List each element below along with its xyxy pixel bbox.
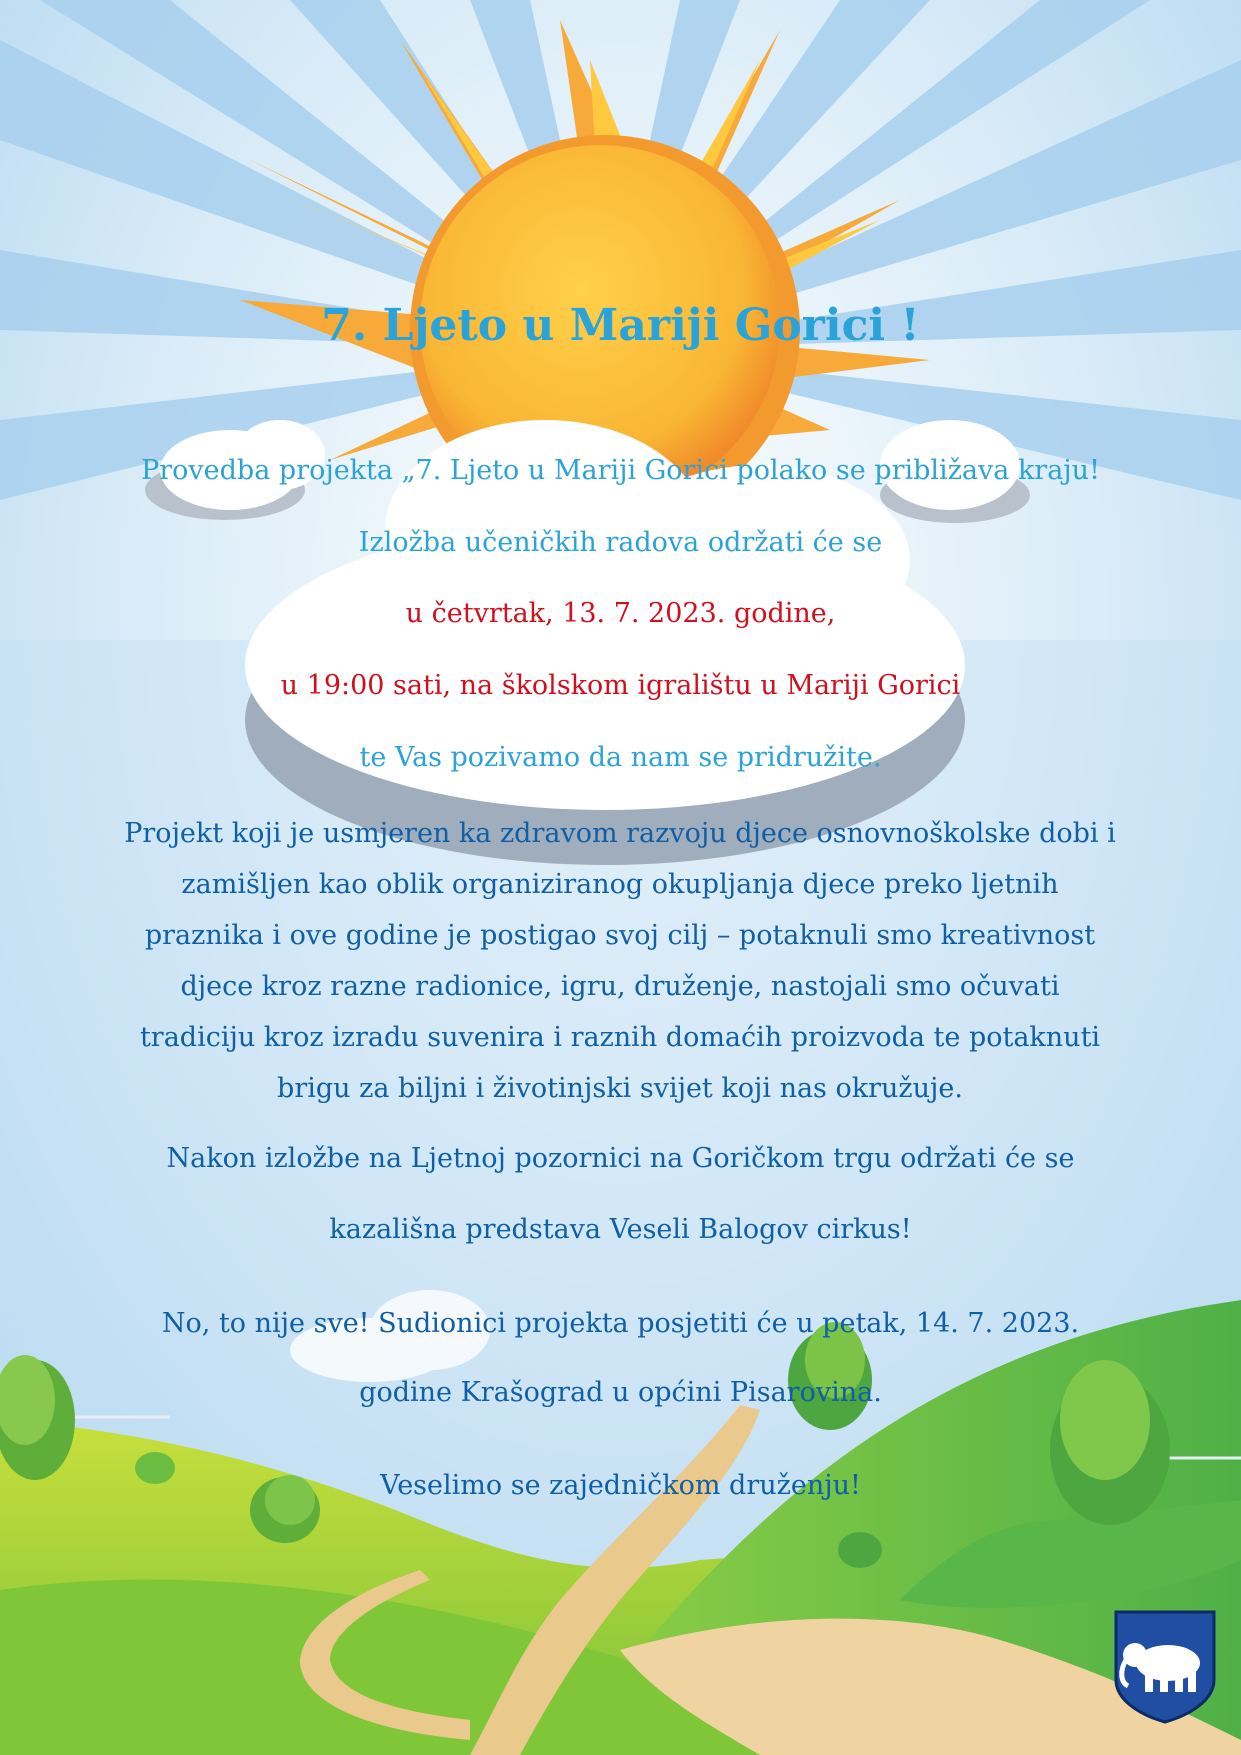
poster-title: 7. Ljeto u Mariji Gorici !	[321, 300, 920, 351]
closing-line: Veselimo se zajedničkom druženju!	[380, 1470, 861, 1501]
theatre-line-1: Nakon izložbe na Ljetnoj pozornici na Goričkom trgu održati će se	[166, 1143, 1075, 1174]
invite-line: te Vas pozivamo da nam se pridružite.	[359, 742, 882, 773]
project-paragraph	[100, 808, 1140, 1114]
exhibition-line: Izložba učeničkih radova održati će se	[358, 527, 883, 558]
elephant-coat-of-arms-icon	[1116, 1612, 1214, 1722]
paragraph-line: zamišljen kao oblik organiziranog okupljanja djece preko ljetnih	[181, 869, 1059, 900]
paragraph-line: praznika i ove godine je postigao svoj cilj – potaknuli smo kreativnost	[144, 920, 1096, 951]
paragraph-line: djece kroz razne radionice, igru, druženje, nastojali smo očuvati	[180, 971, 1060, 1002]
trip-line-2: godine Krašograd u općini Pisarovina.	[359, 1377, 882, 1408]
time-place-line: u 19:00 sati, na školskom igralištu u Mariji Gorici	[280, 670, 961, 701]
intro-line: Provedba projekta „7. Ljeto u Mariji Gorici polako se približava kraju!	[141, 455, 1100, 486]
paragraph-line: tradiciju kroz izradu suvenira i raznih domaćih proizvoda te potaknuti	[139, 1022, 1101, 1053]
trip-line-1: No, to nije sve! Sudionici projekta posjetiti će u petak, 14. 7. 2023.	[161, 1308, 1080, 1339]
paragraph-line: Projekt koji je usmjeren ka zdravom razvoju djece osnovnoškolske dobi i	[124, 818, 1116, 849]
date-line: u četvrtak, 13. 7. 2023. godine,	[405, 598, 836, 629]
theatre-line-2: kazališna predstava Veseli Balogov cirkus!	[329, 1214, 912, 1245]
paragraph-line: brigu za biljni i životinjski svijet koji nas okružuje.	[277, 1073, 963, 1104]
